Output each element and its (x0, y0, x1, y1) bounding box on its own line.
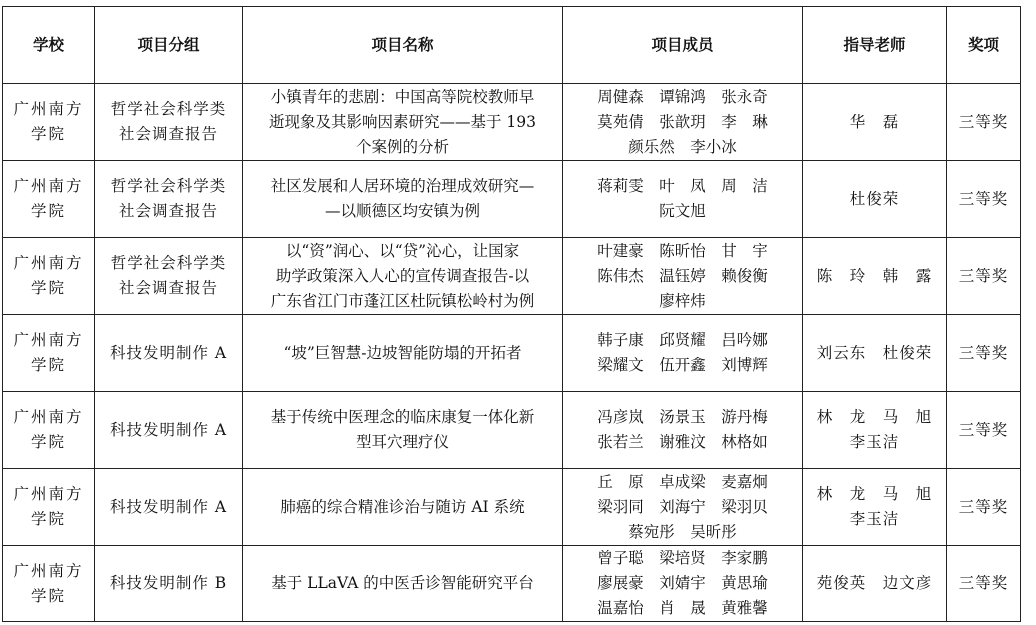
cell-members (563, 161, 803, 238)
cell-project-name (243, 84, 563, 161)
cell-project-name-line: 社区发展和人居环境的治理成效研究— (270, 177, 535, 195)
cell-school-line: 广州南方 (13, 254, 84, 272)
cell-advisor (803, 469, 947, 546)
cell-school-line: 广州南方 (13, 485, 84, 503)
cell-advisor (803, 392, 947, 469)
cell-members (563, 238, 803, 315)
cell-school-line: 广州南方 (13, 100, 84, 118)
cell-members-line: 阮文旭 (659, 202, 706, 220)
table-row (3, 84, 1021, 161)
cell-school-line: 学院 (30, 125, 66, 143)
cell-members-line: 叶建豪 陈昕怡 甘 宇 (597, 241, 768, 260)
cell-project-name-line: 小镇青年的悲剧：中国高等院校教师早 (270, 87, 535, 106)
cell-members (563, 392, 803, 469)
table-row (3, 392, 1021, 469)
header-award: 奖项 (947, 7, 1021, 84)
header-school: 学校 (3, 7, 95, 84)
cell-project-name-line: 广东省江门市蓬江区杜阮镇松岭村为例 (270, 291, 535, 310)
cell-members-line: 韩子康 邱贤耀 吕吟娜 (597, 331, 768, 349)
cell-group-line: 社会调查报告 (118, 202, 218, 220)
cell-advisor (803, 161, 947, 238)
cell-project-name (243, 546, 563, 622)
cell-school-line: 广州南方 (13, 177, 84, 195)
header-group: 项目分组 (95, 7, 243, 84)
cell-members (563, 469, 803, 546)
cell-members-line: 梁羽同 刘海宁 梁羽贝 (597, 497, 768, 516)
cell-project-name (243, 315, 563, 392)
cell-group (95, 469, 243, 546)
table-row (3, 315, 1021, 392)
cell-members-line: 廖梓炜 (659, 291, 706, 310)
cell-group (95, 84, 243, 161)
cell-school (3, 469, 95, 546)
cell-members-line: 梁耀文 伍开鑫 刘博辉 (597, 356, 768, 374)
cell-members-line: 温嘉怡 肖 晟 黄雅馨 (597, 599, 768, 617)
cell-award: 三等奖 (947, 161, 1021, 238)
table-row (3, 546, 1021, 622)
cell-group-line: 科技发明制作 A (109, 420, 228, 439)
cell-project-name-line: —以顺德区均安镇为例 (324, 202, 480, 220)
cell-advisor-line: 苑俊英 边文彦 (816, 574, 933, 592)
cell-school-line: 学院 (30, 433, 66, 451)
header-advisor: 指导老师 (803, 7, 947, 84)
cell-project-name-line: 助学政策深入人心的宣传调查报告-以 (275, 266, 530, 285)
cell-advisor-line: 杜俊荣 (849, 189, 900, 208)
cell-school-line: 广州南方 (13, 561, 84, 580)
header-name: 项目名称 (243, 7, 563, 84)
cell-group (95, 392, 243, 469)
cell-project-name-line: 逝现象及其影响因素研究——基于 193 (268, 112, 536, 131)
cell-project-name-line: 个案例的分析 (355, 137, 449, 156)
cell-group (95, 315, 243, 392)
cell-school-line: 学院 (30, 279, 66, 297)
cell-advisor-line: 华 磊 (849, 112, 900, 131)
cell-project-name-line: 基于传统中医理念的临床康复一体化新 (270, 408, 535, 426)
cell-project-name-line: 以“资”润心、以“贷”沁心，让国家 (285, 241, 520, 260)
cell-advisor-line: 李玉洁 (849, 433, 900, 451)
cell-advisor (803, 238, 947, 315)
table-row (3, 238, 1021, 315)
table-row (3, 161, 1021, 238)
cell-members-line: 周健森 谭锦鸿 张永奇 (597, 87, 768, 106)
cell-school (3, 161, 95, 238)
cell-group-line: 哲学社会科学类 (110, 177, 227, 195)
cell-project-name-line: 肺癌的综合精准诊治与随访 AI 系统 (280, 497, 525, 516)
cell-members-line: 陈伟杰 温钰婷 赖俊衡 (597, 266, 768, 285)
cell-members-line: 曾子聪 梁培贤 李家鹏 (597, 549, 768, 567)
cell-project-name (243, 469, 563, 546)
cell-members (563, 84, 803, 161)
cell-school-line: 广州南方 (13, 408, 84, 426)
cell-members (563, 546, 803, 622)
cell-school-line: 学院 (30, 202, 66, 220)
cell-award: 三等奖 (947, 238, 1021, 315)
cell-group-line: 社会调查报告 (118, 125, 218, 143)
cell-project-name-line: 型耳穴理疗仪 (355, 433, 449, 451)
cell-members-line: 丘 原 卓成梁 麦嘉炯 (597, 472, 768, 491)
cell-members-line: 廖展豪 刘婧宇 黄思瑜 (597, 574, 768, 592)
table-body (3, 84, 1021, 622)
cell-school (3, 315, 95, 392)
cell-advisor (803, 546, 947, 622)
cell-school (3, 84, 95, 161)
header-row (3, 7, 1021, 84)
cell-group (95, 161, 243, 238)
cell-members-line: 蒋莉雯 叶 凤 周 洁 (597, 177, 768, 195)
cell-advisor-line: 李玉洁 (849, 510, 900, 528)
cell-group (95, 546, 243, 622)
cell-project-name (243, 238, 563, 315)
cell-group-line: 科技发明制作 A (109, 497, 228, 516)
cell-members-line: 张若兰 谢雅汶 林格如 (597, 433, 768, 451)
cell-school-line: 广州南方 (13, 331, 84, 349)
header-members: 项目成员 (563, 7, 803, 84)
cell-school-line: 学院 (30, 586, 66, 605)
cell-members-line: 颜乐然 李小冰 (628, 137, 737, 156)
table-row (3, 469, 1021, 546)
cell-group-line: 科技发明制作 A (109, 343, 228, 362)
cell-award: 三等奖 (947, 546, 1021, 622)
cell-award: 三等奖 (947, 84, 1021, 161)
cell-award: 三等奖 (947, 469, 1021, 546)
cell-advisor (803, 84, 947, 161)
cell-school (3, 392, 95, 469)
cell-group-line: 科技发明制作 B (109, 574, 228, 592)
cell-members (563, 315, 803, 392)
cell-group-line: 哲学社会科学类 (110, 100, 227, 118)
cell-advisor-line: 林 龙 马 旭 (816, 408, 933, 426)
cell-advisor-line: 林 龙 马 旭 (816, 485, 933, 503)
cell-members-line: 蔡宛彤 吴昕彤 (628, 522, 737, 541)
cell-school (3, 238, 95, 315)
cell-project-name (243, 161, 563, 238)
cell-project-name-line: “坡”巨智慧-边坡智能防塌的开拓者 (283, 343, 522, 362)
cell-group-line: 哲学社会科学类 (110, 254, 227, 272)
cell-group (95, 238, 243, 315)
cell-project-name-line: 基于 LLaVA 的中医舌诊智能研究平台 (271, 574, 534, 592)
cell-members-line: 冯彦岚 汤景玉 游丹梅 (597, 408, 768, 426)
cell-advisor-line: 陈 玲 韩 露 (816, 266, 933, 285)
cell-members-line: 莫苑倩 张歆玥 李 琳 (597, 112, 768, 131)
cell-advisor-line: 刘云东 杜俊荣 (816, 343, 933, 362)
cell-school-line: 学院 (30, 510, 66, 528)
cell-school (3, 546, 95, 622)
cell-group-line: 社会调查报告 (118, 279, 218, 297)
awards-table (2, 6, 1021, 622)
cell-project-name (243, 392, 563, 469)
cell-award: 三等奖 (947, 392, 1021, 469)
cell-award: 三等奖 (947, 315, 1021, 392)
cell-advisor (803, 315, 947, 392)
cell-school-line: 学院 (30, 356, 66, 374)
